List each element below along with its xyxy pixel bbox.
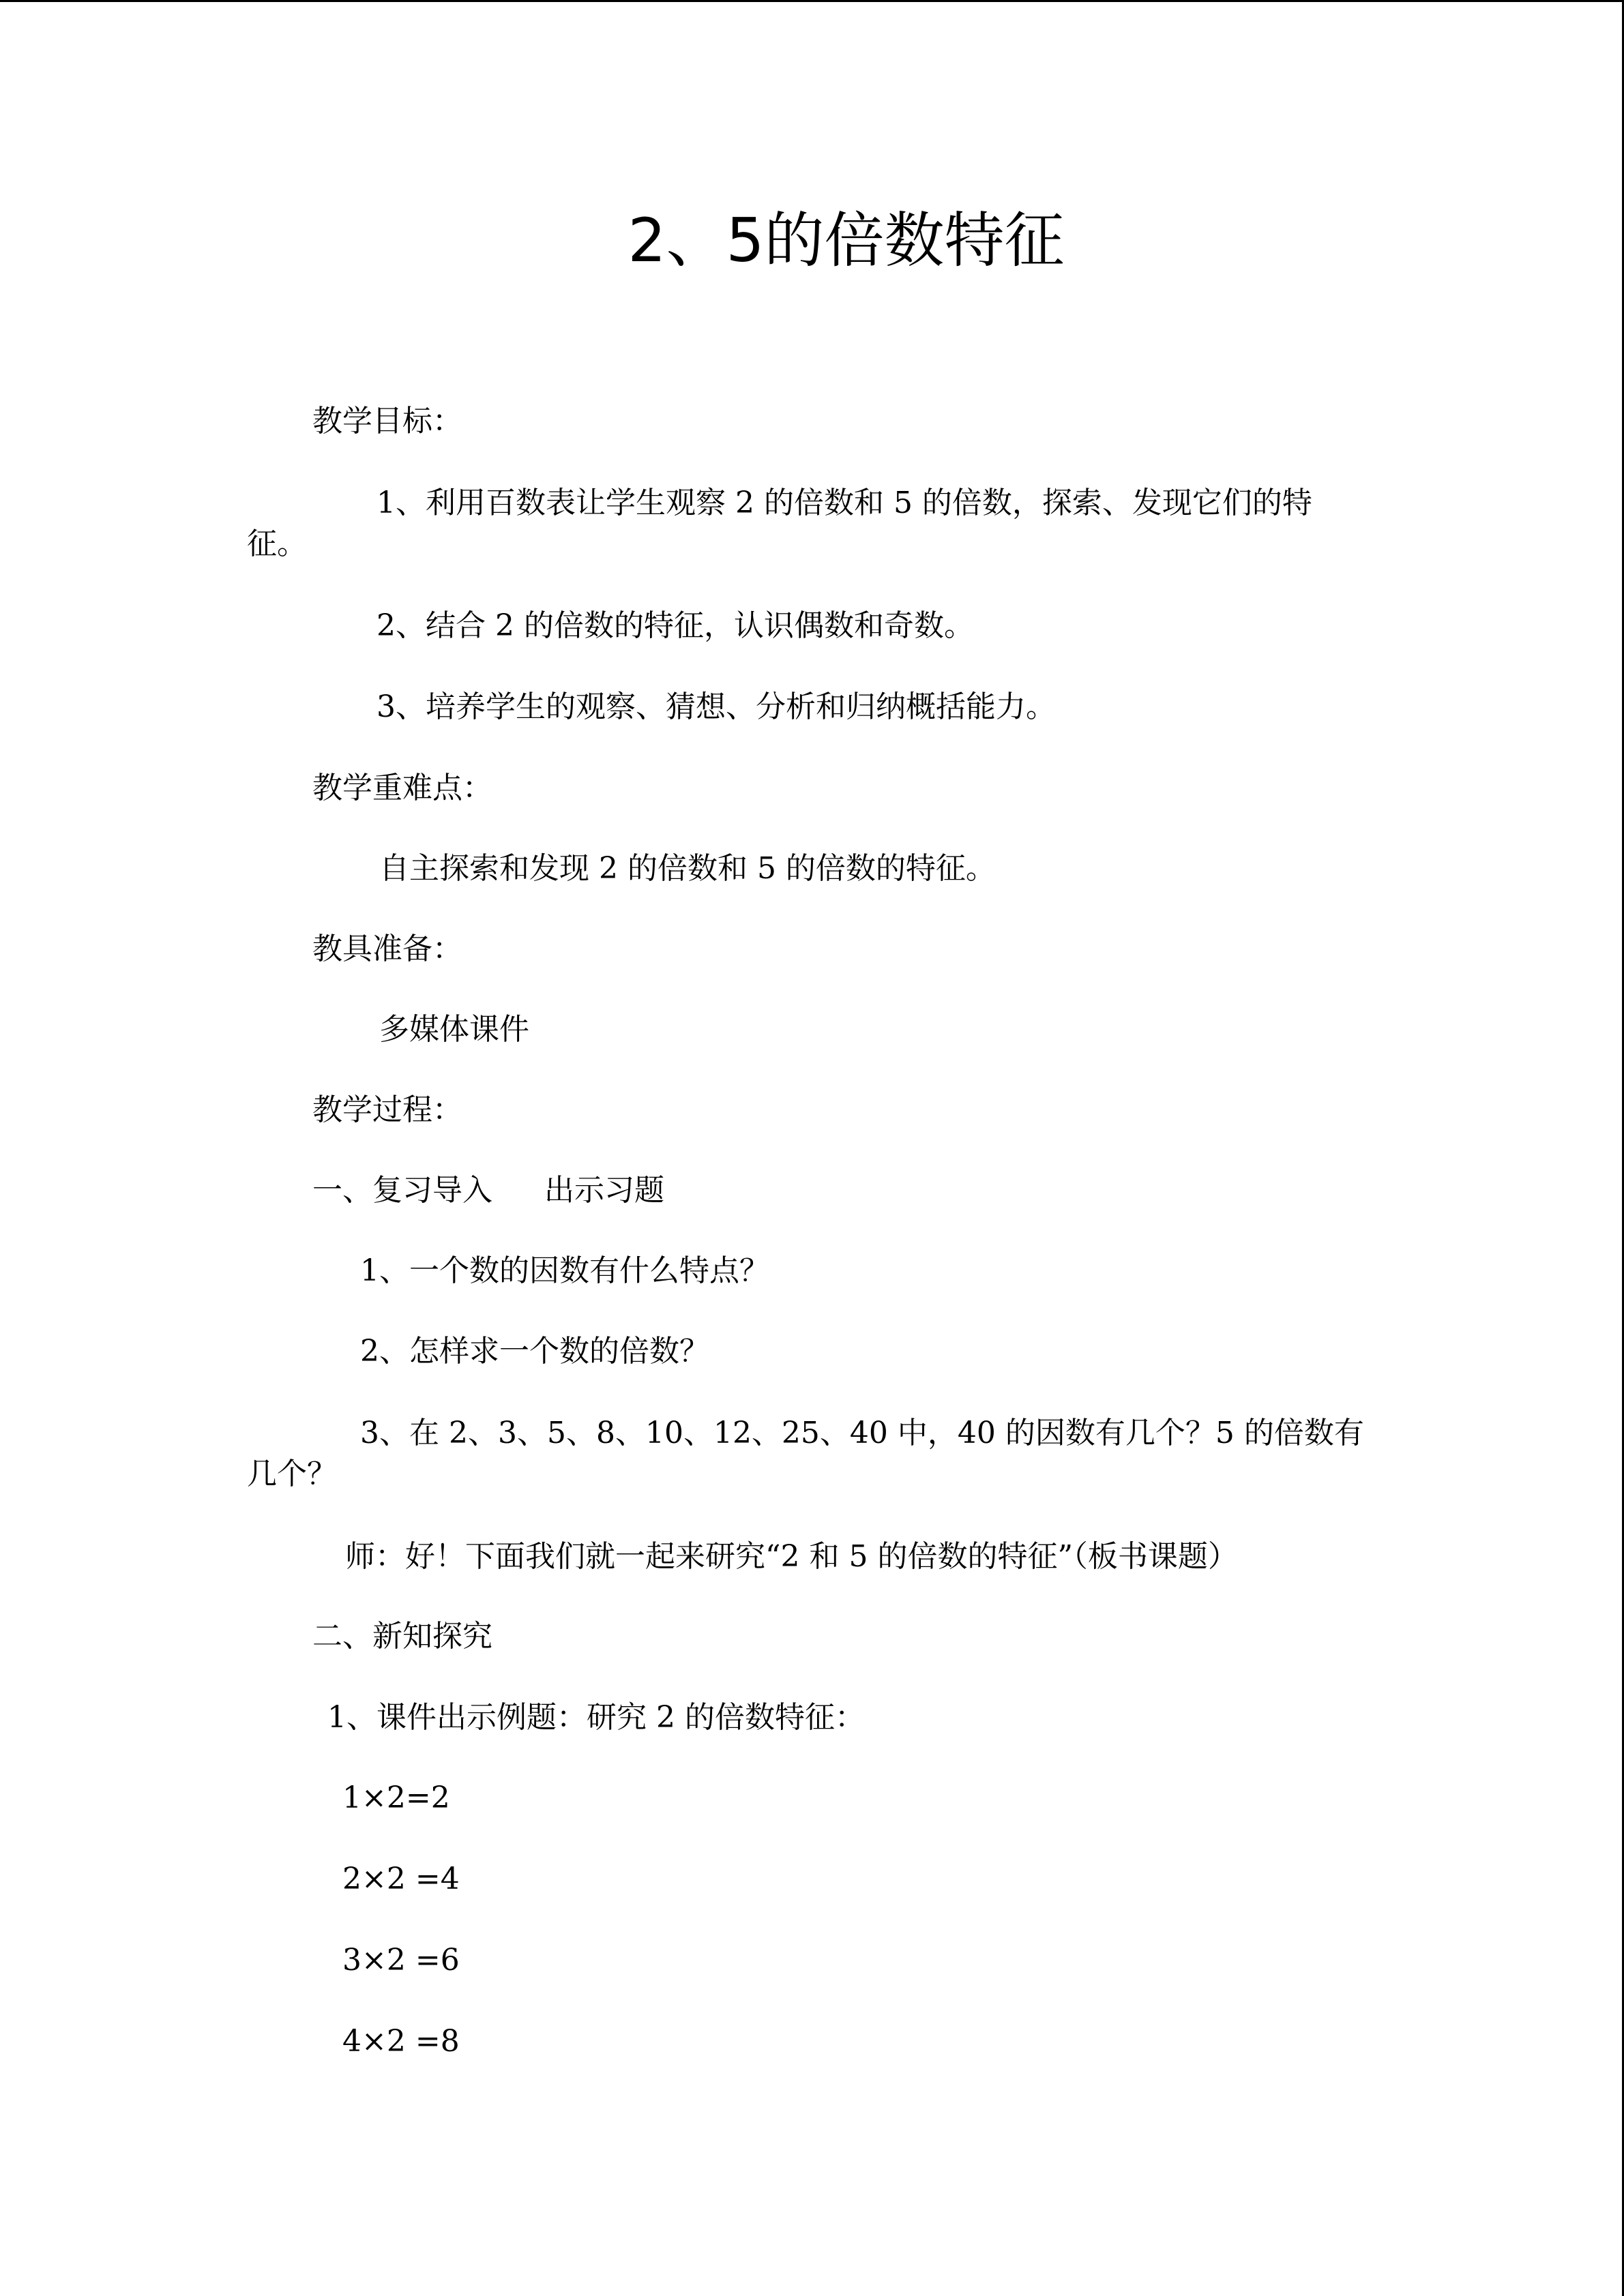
materials-text: 多媒体课件: [379, 1012, 529, 1047]
key-points-text: 自主探索和发现 2 的倍数和 5 的倍数的特征。: [379, 851, 996, 886]
section-2-heading: 二、新知探究: [312, 1619, 492, 1654]
section-1-heading-suffix: 出示习题: [544, 1173, 664, 1208]
process-heading: 教学过程：: [312, 1092, 462, 1127]
review-question-3: [247, 1413, 1364, 1495]
objective-item-2: 2、结合 2 的倍数的特征，认识偶数和奇数。: [377, 608, 974, 643]
review-question-2: 2、怎样求一个数的倍数？: [360, 1334, 709, 1369]
review-question-3-line-2: 几个？: [247, 1457, 337, 1491]
review-question-1: 1、一个数的因数有什么特点？: [360, 1253, 769, 1288]
section-1-heading: [312, 1170, 664, 1211]
equation-3: 3×2 =6: [342, 1943, 460, 1978]
equation-2: 2×2 =4: [342, 1862, 460, 1896]
objective-item-3: 3、培养学生的观察、猜想、分析和归纳概括能力。: [377, 689, 1056, 724]
teacher-remark: 师：好！下面我们就一起来研究“2 和 5 的倍数的特征”（板书课题）: [345, 1539, 1238, 1574]
objectives-heading: 教学目标：: [312, 404, 462, 438]
key-points-heading: 教学重难点：: [312, 771, 492, 805]
page-border-top: [0, 0, 1624, 2]
equation-1: 1×2=2: [342, 1780, 450, 1815]
equation-4: 4×2 =8: [342, 2024, 460, 2059]
objective-item-1: [247, 483, 1312, 565]
objective-item-1-line-2: 征。: [247, 526, 307, 561]
review-question-3-line-1: 3、在 2、3、5、8、10、12、25、40 中，40 的因数有几个？5 的倍数有: [360, 1416, 1364, 1450]
example-intro: 1、课件出示例题：研究 2 的倍数特征：: [327, 1700, 865, 1735]
section-1-heading-label: 一、复习导入: [312, 1173, 492, 1208]
objective-item-1-line-1: 1、利用百数表让学生观察 2 的倍数和 5 的倍数，探索、发现它们的特: [377, 486, 1312, 520]
page-title: 2、5的倍数特征: [628, 205, 1065, 275]
materials-heading: 教具准备：: [312, 931, 462, 966]
